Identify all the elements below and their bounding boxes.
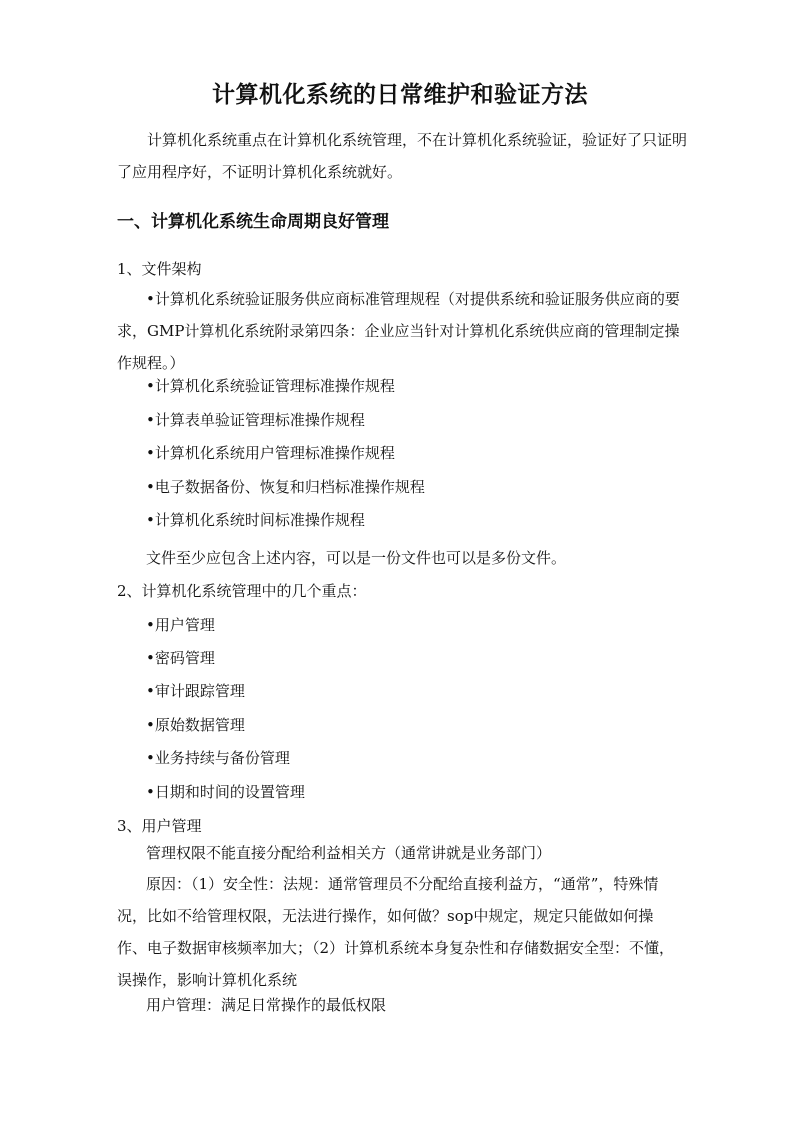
list-item: •业务持续与备份管理 [146,749,290,767]
intro-paragraph: 计算机化系统重点在计算机化系统管理，不在计算机化系统验证，验证好了只证明了应用程序好，不证明计算机化系统就好。 [117,131,688,181]
admin-rights-line: 管理权限不能直接分配给利益相关方（通常讲就是业务部门） [146,844,552,862]
list-item: •计算机化系统验证管理标准操作规程 [146,377,395,395]
subsection-heading-key-points: 2、计算机化系统管理中的几个重点： [117,582,367,600]
section-heading: 一、计算机化系统生命周期良好管理 [117,212,389,232]
list-item: •原始数据管理 [146,716,245,734]
list-item: •用户管理 [146,616,215,634]
list-item: •密码管理 [146,649,215,667]
list-item: •日期和时间的设置管理 [146,783,305,801]
user-management-line: 用户管理：满足日常操作的最低权限 [146,996,387,1014]
list-item: •审计跟踪管理 [146,682,245,700]
list-item: •计算机化系统时间标准操作规程 [146,511,365,529]
subsection-heading-file-structure: 1、文件架构 [117,260,202,278]
document-title: 计算机化系统的日常维护和验证方法 [212,82,588,108]
list-item: •电子数据备份、恢复和归档标准操作规程 [146,478,425,496]
bullet-supplier-procedure: •计算机化系统验证服务供应商标准管理规程（对提供系统和验证服务供应商的要求，GMP计算机化系统附录第四条：企业应当针对计算机化系统供应商的管理制定操作规程。） [117,290,680,372]
list-item: •计算表单验证管理标准操作规程 [146,411,365,429]
reason-paragraph: 原因：（1）安全性：法规：通常管理员不分配给直接利益方，“通常”，特殊情况，比如不给管理权限，无法进行操作，如何做？sop中规定，规定只能做如何操作、电子数据审核频率加大；（2）计算机系统本身复杂性和存储数据安全型：不懂，误操作，影响计算机化系统 [117,875,675,989]
file-note: 文件至少应包含上述内容，可以是一份文件也可以是多份文件。 [146,549,567,567]
subsection-heading-user-management: 3、用户管理 [117,817,202,835]
list-item: •计算机化系统用户管理标准操作规程 [146,444,395,462]
